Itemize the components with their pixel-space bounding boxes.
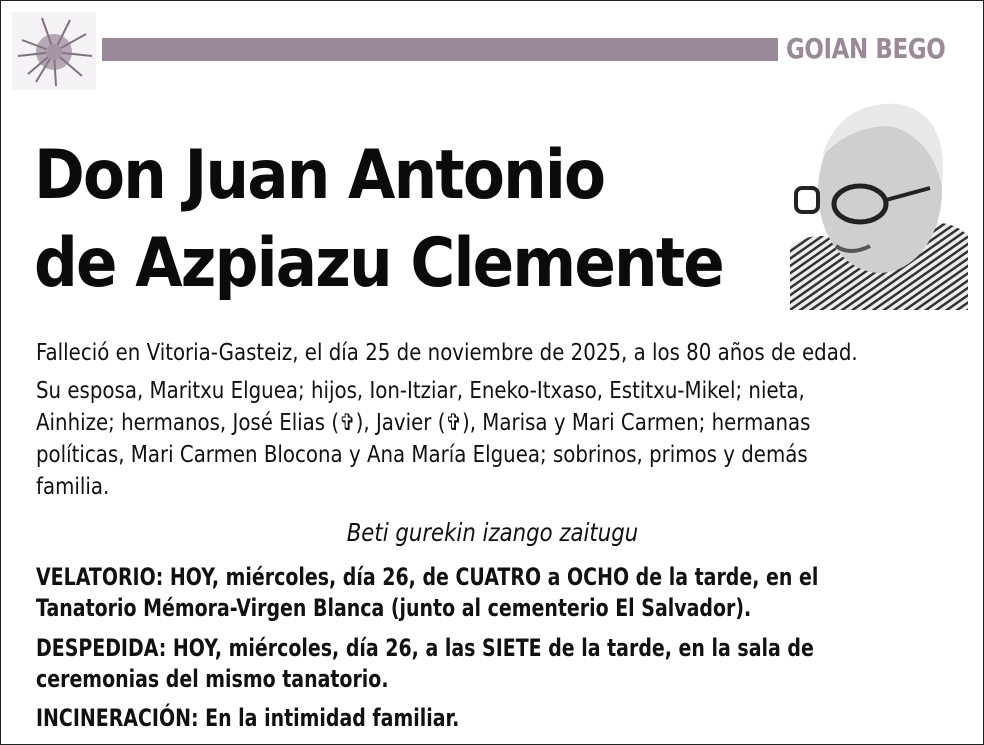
- incineracion-line: INCINERACIÓN: En la intimidad familiar.: [36, 704, 460, 732]
- name-line-1: Don Juan Antonio: [34, 136, 605, 215]
- flower-logo-icon: [12, 12, 96, 90]
- death-notice: Falleció en Vitoria-Gasteiz, el día 25 de noviembre de 2025, a los 80 años de edad.: [36, 340, 858, 366]
- despedida-line: ceremonias del mismo tanatorio.: [36, 665, 389, 693]
- deceased-name: [34, 132, 723, 308]
- velatorio-line: Tanatorio Mémora-Virgen Blanca (junto al cementerio El Salvador).: [36, 594, 752, 622]
- family-line: familia.: [36, 474, 110, 500]
- family-line: políticas, Mari Carmen Blocona y Ana María Elguea; sobrinos, primos y demás: [36, 442, 808, 468]
- despedida-line: DESPEDIDA: HOY, miércoles, día 26, a las SIETE de la tarde, en la sala de: [36, 634, 814, 662]
- family-line: Su esposa, Maritxu Elguea; hijos, Ion-Itziar, Eneko-Itxaso, Estitxu-Mikel; nieta,: [36, 378, 805, 404]
- velatorio-line: VELATORIO: HOY, miércoles, día 26, de CUATRO a OCHO de la tarde, en el: [36, 563, 819, 591]
- motto-text: Beti gurekin izango zaitugu: [346, 518, 638, 547]
- motto: [0, 518, 984, 547]
- brand-label: GOIAN BEGO: [786, 32, 946, 65]
- family-line: Ainhize; hermanos, José Elias (✞), Javier (✞), Marisa y Mari Carmen; hermanas: [36, 410, 811, 436]
- name-line-2: de Azpiazu Clemente: [34, 224, 724, 303]
- portrait-photo: [790, 96, 968, 310]
- header-bar: [102, 38, 778, 61]
